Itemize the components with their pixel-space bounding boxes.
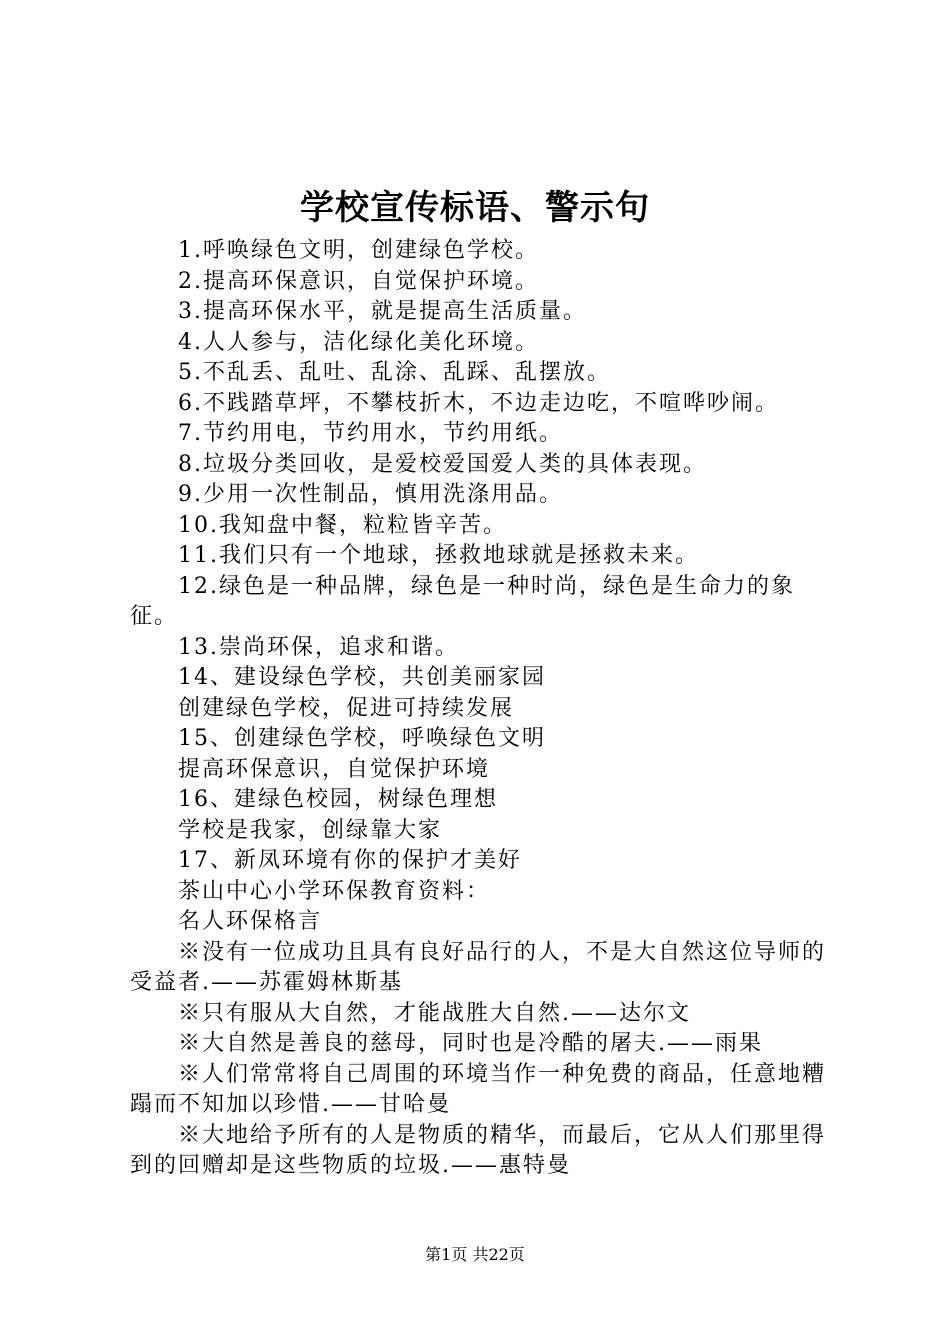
paragraph: 创建绿色学校，促进可持续发展 [178,695,515,721]
document-title: 学校宣传标语、警示句 [300,188,650,228]
paragraph: 学校是我家，创绿靠大家 [178,817,443,843]
paragraph: 8.垃圾分类回收，是爱校爱国爱人类的具体表现。 [178,451,707,477]
paragraph: 5.不乱丢、乱吐、乱涂、乱踩、乱摆放。 [178,360,611,385]
paragraph: 7.节约用电，节约用水，节约用纸。 [178,421,563,446]
paragraph: 1.呼唤绿色文明，创建绿色学校。 [178,238,539,263]
paragraph: 茶山中心小学环保教育资料： [178,878,491,904]
paragraph: 16、建绿色校园，树绿色理想 [178,787,498,812]
paragraph: ※大自然是善良的慈母，同时也是冷酷的屠夫.——雨果 [178,1031,763,1056]
paragraph: 2.提高环保意识，自觉保护环境。 [178,268,539,294]
paragraph: 15、创建绿色学校，呼唤绿色文明 [178,726,546,751]
paragraph: 14、建设绿色学校，共创美丽家园 [178,665,546,690]
paragraph: 9.少用一次性制品，慎用洗涤用品。 [178,482,563,507]
paragraph: ※人们常常将自己周围的环境当作一种免费的商品，任意地糟蹋而不知加以珍惜.——甘哈曼 [130,1061,827,1117]
paragraph: 3.提高环保水平，就是提高生活质量。 [178,299,587,324]
paragraph: ※没有一位成功且具有良好品行的人，不是大自然这位导师的受益者.——苏霍姆林斯基 [130,939,827,995]
paragraph: ※大地给予所有的人是物质的精华，而最后，它从人们那里得到的回赠却是这些物质的垃圾.——惠特曼 [130,1122,827,1178]
paragraph: 提高环保意识，自觉保护环境 [178,756,491,782]
paragraph: 6.不践踏草坪，不攀枝折木，不边走边吃，不喧哗吵闹。 [178,390,779,416]
paragraph: 名人环保格言 [178,909,323,934]
paragraph: 12.绿色是一种品牌，绿色是一种时尚，绿色是生命力的象征。 [130,573,795,629]
document-body [130,236,835,1182]
paragraph: 11.我们只有一个地球，拯救地球就是拯救未来。 [178,543,699,568]
paragraph: 4.人人参与，洁化绿化美化环境。 [178,329,539,355]
paragraph: 13.崇尚环保，追求和谐。 [178,634,459,660]
paragraph: ※只有服从大自然，才能战胜大自然.——达尔文 [178,1000,691,1026]
paragraph: 17、新凤环境有你的保护才美好 [178,848,522,873]
page-number: 第1页 共22页 [425,1245,525,1264]
paragraph: 10.我知盘中餐，粒粒皆辛苦。 [178,512,507,538]
